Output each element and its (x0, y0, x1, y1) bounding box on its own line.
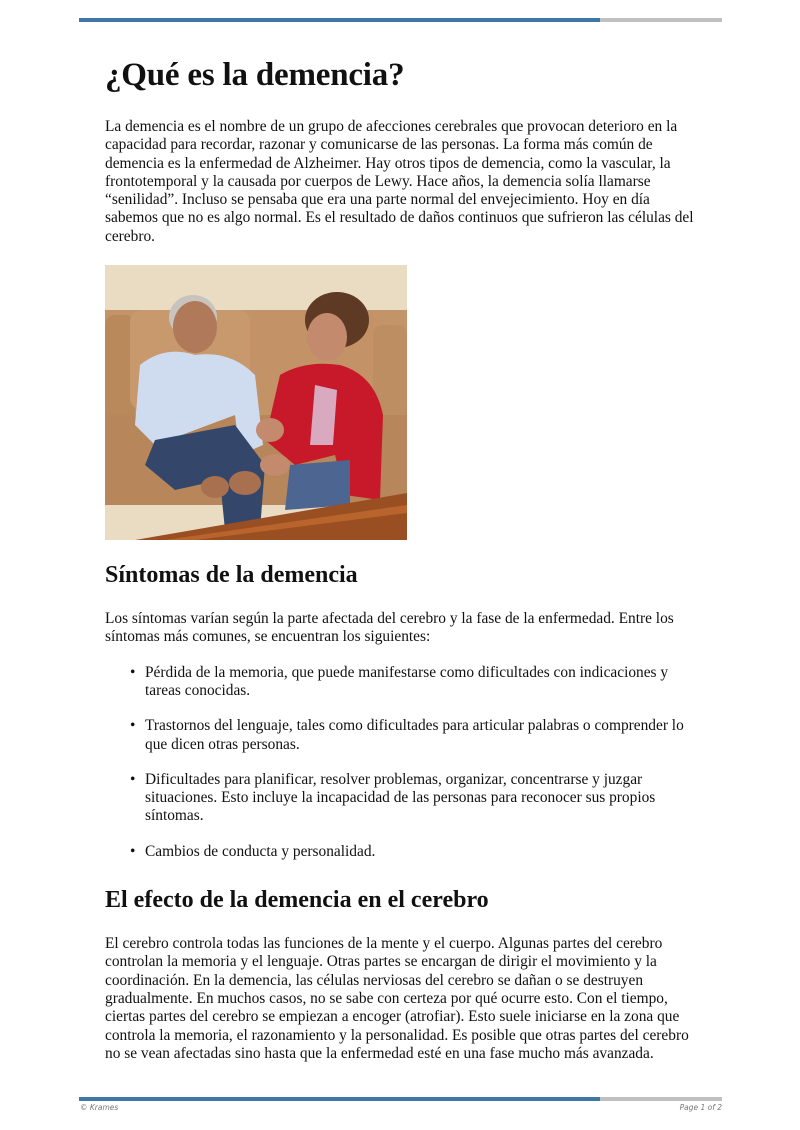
intro-paragraph: La demencia es el nombre de un grupo de afecciones cerebrales que provocan deterioro en la capacidad para recordar, razonar y comunicarse de las personas. La forma más común de demencia es la enfermedad de Alzheimer. Hay otros tipos de demencia, como la vascular, la frontotemporal y la causada por cuerpos de Lewy. Hace años, la demencia solía llamarse “senilidad”. Incluso se pensaba que era una parte normal del envejecimiento. Hoy en día sabemos que no es algo normal. Es el resultado de daños continuos que sufrieron las células del cerebro. (105, 118, 694, 245)
bullet-icon: • (130, 842, 136, 860)
couple-photo-illustration (105, 265, 407, 540)
footer-copyright: © Krames (80, 1103, 119, 1112)
list-item-text: Dificultades para planificar, resolver problemas, organizar, concentrarse y juzgar situaciones. Esto incluye la incapacidad de las personas para reconocer sus propios síntomas. (145, 770, 656, 825)
symptoms-intro: Los síntomas varían según la parte afectada del cerebro y la fase de la enfermedad. Entre los síntomas más comunes, se encuentran los siguientes: (105, 610, 674, 646)
bullet-icon: • (130, 663, 136, 681)
symptoms-list (105, 664, 705, 861)
list-item (130, 717, 705, 754)
page-title: ¿Qué es la demencia? (105, 57, 405, 93)
symptoms-heading: Síntomas de la demencia (105, 562, 358, 589)
list-item-text: Pérdida de la memoria, que puede manifestarse como dificultades con indicaciones y tareas conocidas. (145, 663, 669, 699)
header-progress-fill (79, 18, 600, 22)
footer-page-number: Page 1 of 2 (679, 1103, 722, 1112)
list-item-text: Trastornos del lenguaje, tales como dificultades para articular palabras o comprender lo que dicen otras personas. (145, 717, 684, 753)
list-item (130, 770, 705, 826)
brain-effect-paragraph: El cerebro controla todas las funciones de la mente y el cuerpo. Algunas partes del cerebro controlan la memoria y el lenguaje. Otras partes se encargan de dirigir el movimiento y la coordinación. En la demencia, las células nerviosas del cerebro se dañan o se destruyen gradualmente. En muchos casos, no se sabe con certeza por qué ocurre esto. Con el tiempo, ciertas partes del cerebro se empiezan a encoger (atrofiar). Esto suele iniciarse en la zona que controla la memoria, el razonamiento y la personalidad. Es posible que otras partes del cerebro no se vean afectadas sino hasta que la enfermedad esté en una fase mucho más avanzada. (105, 935, 689, 1062)
bullet-icon: • (130, 717, 136, 735)
brain-effect-heading: El efecto de la demencia en el cerebro (105, 887, 489, 914)
list-item (130, 663, 705, 701)
footer-progress-bar (79, 1097, 722, 1101)
couple-photo (105, 265, 407, 540)
footer-progress-fill (79, 1097, 600, 1101)
header-progress-bar (79, 18, 722, 22)
list-item (130, 842, 705, 861)
bullet-icon: • (130, 770, 136, 788)
list-item-text: Cambios de conducta y personalidad. (145, 842, 376, 860)
article (105, 52, 705, 1063)
